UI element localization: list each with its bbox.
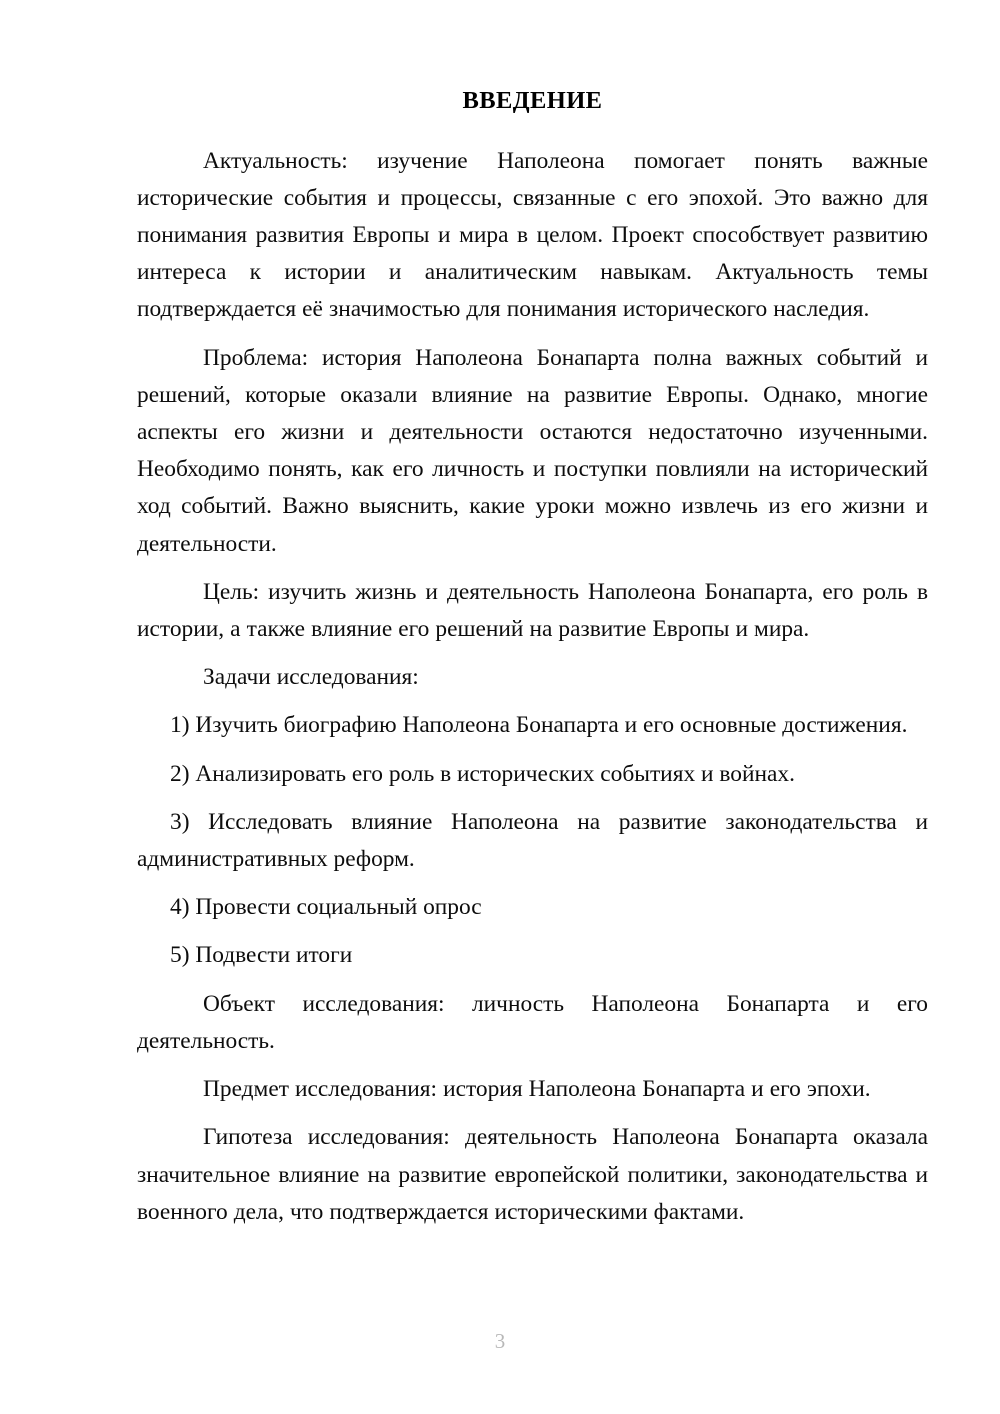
tasks-heading: Задачи исследования: [203, 664, 419, 691]
task-item-5: 5) Подвести итоги [170, 942, 353, 969]
paragraph-problem: Проблема: история Наполеона Бонапарта полна важных событий и решений, которые оказали влияние на развитие Европы. Однако, многие аспекты его жизни и деятельности остаются недостаточно изученными. Необходимо понять, как его личность и поступки повлияли на исторический ход событий. Важно выяснить, какие уроки можно извлечь из его жизни и деятельности. [137, 344, 928, 557]
task-item-3: 3) Исследовать влияние Наполеона на развитие законодательства и административных реформ. [137, 808, 928, 873]
document-body [137, 86, 928, 1242]
paragraph-hypothesis: Гипотеза исследования: деятельность Наполеона Бонапарта оказала значительное влияние на развитие европейской политики, законодательства и военного дела, что подтверждается историческими фактами. [137, 1124, 928, 1225]
paragraph-object: Объект исследования: личность Наполеона Бонапарта и его деятельность. [137, 990, 928, 1054]
task-item-2: 2) Анализировать его роль в исторических событиях и войнах. [170, 760, 795, 787]
task-item-1: 1) Изучить биографию Наполеона Бонапарта и его основные достижения. [170, 712, 908, 739]
task-item-4: 4) Провести социальный опрос [170, 894, 482, 921]
paragraph-subject: Предмет исследования: история Наполеона Бонапарта и его эпохи. [203, 1076, 871, 1103]
paragraph-relevance: Актуальность: изучение Наполеона помогает понять важные исторические события и процессы, связанные с его эпохой. Это важно для понимания развития Европы и мира в целом. Проект способствует развитию интереса к истории и аналитическим навыкам. Актуальность темы подтверждается её значимостью для понимания исторического наследия. [137, 147, 928, 323]
page-title: ВВЕДЕНИЕ [462, 87, 603, 114]
paragraph-goal: Цель: изучить жизнь и деятельность Наполеона Бонапарта, его роль в истории, а также влияние его решений на развитие Европы и мира. [137, 578, 928, 643]
page-number: 3 [494, 1329, 506, 1353]
